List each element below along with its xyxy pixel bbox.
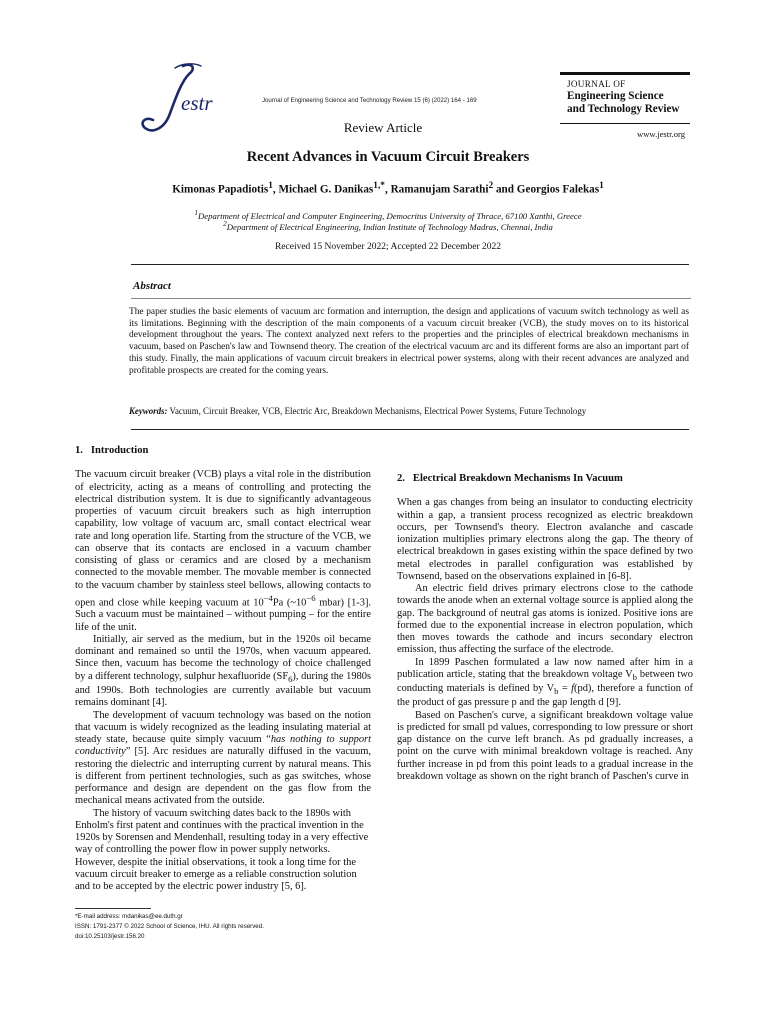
svg-text:estr: estr [181,91,213,115]
author-list: Kimonas Papadiotis$^1$, Michael G. Danikas$^{1,*}$, Ramanujam Sarathi$^2$ and Georgios Falekas$^1$ [172,181,604,196]
abstract-divider [131,298,691,299]
abstract-text: The paper studies the basic elements of vacuum arc formation and interruption, the design and applications of vacuum switch technology as well as its limitations. Beginning with the description of the main components of a vacuum circuit breaker (VCB), the study moves on to its historical development throughout the years. The context analyzed next refers to the properties and the principles of electrical breakdown mechanisms in vacuum, based on Paschen's law and Townsend theory. The creation of the electrical vacuum arc and its different forms are also an important part of this study. Finally, the main applications of vacuum circuit breakers in electrical power systems, along with their recent advances are analyzed and profitable prospects are created for the coming years. [129,307,689,376]
paragraph: When a gas changes from being an insulator to conducting electricity within a gap, a transient process recognized as electric breakdown occurs, per Townsend's theory. Electron avalanche and cascade ionization multiplies primary electrons along the gap. The theory of electrical breakdown in gases existing within the space defined by two metal electrodes in parallel configuration was established by Townsend, based on the observations explained in [6-8]. [397,497,693,582]
paragraph: The development of vacuum technology was based on the notion that vacuum is widely recognized as the leading insulating material at steady state, because quite simply vacuum “has nothing to support conductivity” [5]. Arc residues are naturally diffused in the vacuum, restoring the dielectric and interrupting current by natural means. This is different from pertinent technologies, such as gas switches, whose performance and design are dependent on the gas flow from the mechanical means activated from the outside. [75,709,371,807]
divider-top [131,264,689,265]
footnote-divider [75,908,151,909]
issn-copyright: ISSN: 1791-2377 © 2022 School of Science, IHU. All rights reserved. [75,923,264,931]
keywords-label: Keywords: [129,406,168,416]
paragraph: In 1899 Paschen formulated a law now named after him in a publication article, stating that the breakdown voltage $V_b$ between two conducting materials is defined by $V_b = f(pd)$, therefore a function of the product of gas pressure p and the gap length d [9]. [397,656,694,709]
affiliation-1: $^1$Department of Electrical and Computer Engineering, Democritus University of Thrace, 67100 Xanthi, Greece [194,209,582,221]
journal-name-line-1: Engineering Science [567,90,664,102]
journal-citation: Journal of Engineering Science and Technology Review 15 (6) (2022) 164 - 169 [262,97,477,104]
abstract-heading: Abstract [133,280,171,292]
journal-title-box [560,72,690,124]
paragraph: An electric field drives primary electrons close to the cathode towards the anode when an external voltage source is applied along the gap. The background of neutral gas atoms is ionized. Positive ions are formed due to the exponential increase in electron population, which then moves towards the cathode and incurs secondary electron emission, thus affecting the surface of the electrode. [397,583,693,656]
footnotes [75,912,365,943]
section-heading-breakdown: 2. Electrical Breakdown Mechanisms In Vacuum [397,473,623,484]
journal-of-label: JOURNAL OF [567,79,626,89]
keywords-list: Vacuum, Circuit Breaker, VCB, Electric Arc, Breakdown Mechanisms, Electrical Power Systems, Future Technology [167,406,587,416]
article-type: Review Article [343,120,423,135]
corresponding-email[interactable]: *E-mail address: mdanikas@ee.duth.gr [75,913,183,920]
keywords [129,406,689,416]
paragraph: Initially, air served as the medium, but in the 1920s oil became dominant and remained so until the 1970s, when vacuum appeared. Since then, vacuum has become the technology of choice challenged by a different technology, sulphur hexafluoride $(SF_6)$, during the 1980s and 1990s. Both technologies are currently available but vacuum remains dominant [4]. [75,633,371,709]
doi[interactable]: doi:10.25103/jestr.156.20 [75,933,145,941]
received-dates: Received 15 November 2022; Accepted 22 December 2022 [274,242,502,252]
left-column [75,445,371,893]
journal-name-line-2: and Technology Review [567,102,680,115]
affiliation-2: $^2$Department of Electrical Engineering, Indian Institute of Technology Madras, Chennai, India [223,220,553,232]
journal-url-link[interactable]: www.jestr.org [637,129,685,139]
paragraph: Based on Paschen's curve, a significant breakdown voltage value is predicted for small pd values, corresponding to low pressure or short gap distance on the curve left branch. As pd gradually increases, a point on the curve with minimal breakdown voltage is reached. Any further increase in pd from this point leads to a gradual increase in the breakdown voltage as shown on the right branch of Paschen's curve in [397,709,693,782]
divider-bottom [131,429,689,430]
paragraph: The vacuum circuit breaker (VCB) plays a vital role in the distribution of electricity, acting as a means of controlling and protecting the electrical distribution system. It is due to significantly advantageous properties of vacuum circuit breakers such as high interruption capability, low voltage of vacuum arc, small contact electrical wear rate and long operation life. Starting from the structure of the VCB, we can observe that its contacts are enclosed in a vacuum chamber consisting of glass or ceramics and are closed by a mechanism connected to the movable member. The movable member is connected to the vacuum chamber by stainless steel bellows, allowing contacts to open and close while keeping vacuum at $10^{-4}Pa$ ($\sim 10^{-6}$ mbar) [1-3]. Such a vacuum must be maintained – without pumping – for the entire life of the unit. [75,469,371,633]
right-column [397,445,693,783]
section-heading-introduction: 1. Introduction [75,445,149,456]
paragraph: The history of vacuum switching dates back to the 1890s with Enholm's first patent and continues with the practical invention in the 1920s by Sorensen and Mendenhall, resulting today in a very effective way of controlling the power flow in power supply networks. However, despite the initial observations, it took a long time for the vacuum circuit breaker to emerge as a reliable construction solution and to be accepted by the electric power industry [5, 6]. [75,807,369,893]
paper-title: Recent Advances in Vacuum Circuit Breakers [246,149,530,165]
